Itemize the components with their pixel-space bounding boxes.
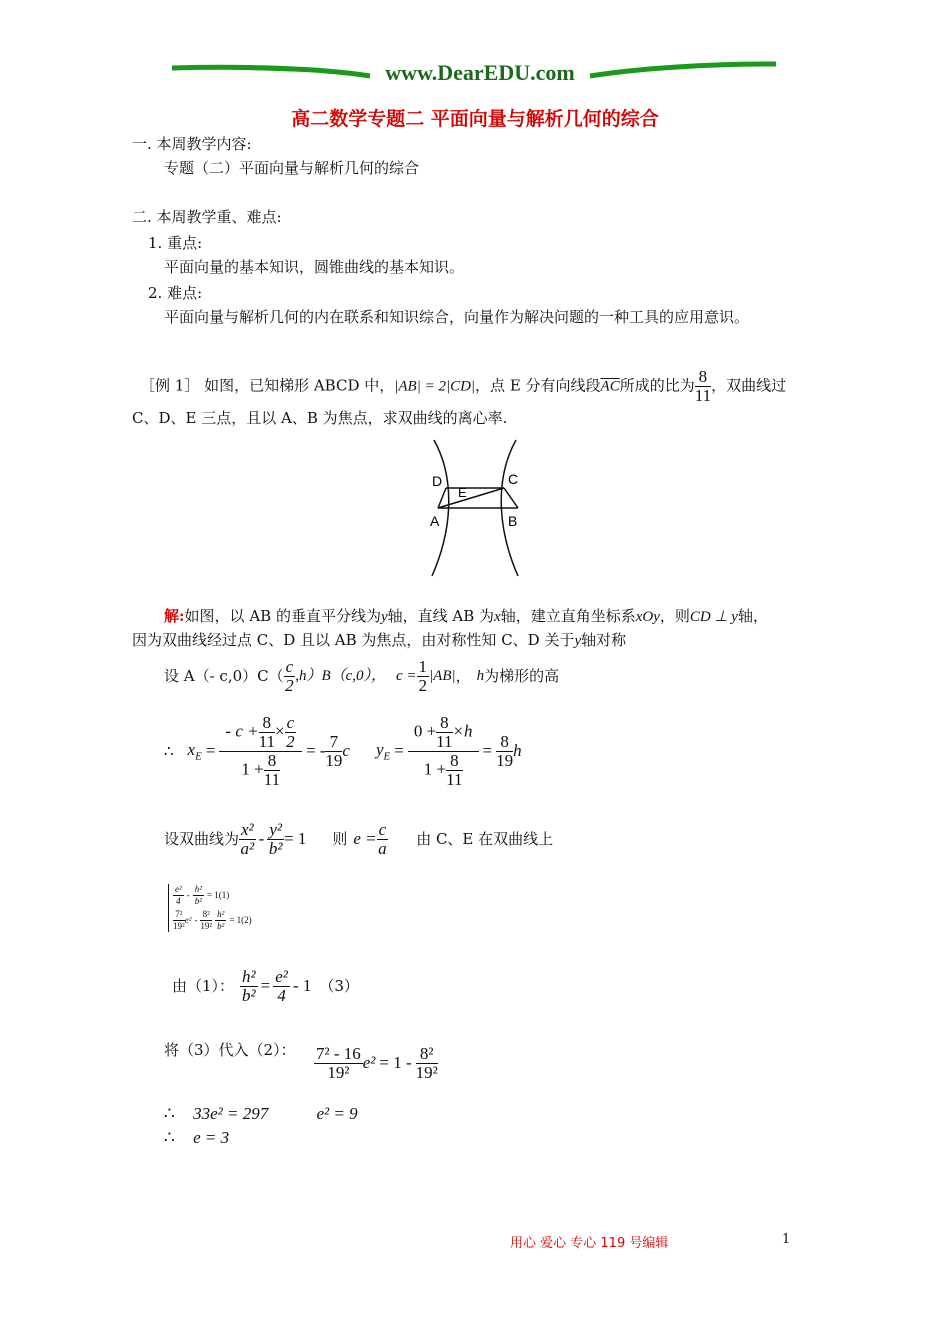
banner-right-swoosh xyxy=(590,64,776,76)
system-eq-1: $\frac{\text{e²}}{4}$ - $\frac{\text{h²}}{\text{b²}}$ = 1(1) xyxy=(175,884,230,906)
label-a: A xyxy=(430,513,440,529)
site-banner xyxy=(170,56,780,90)
substitute-label: 将（3）代入（2）： xyxy=(164,1041,296,1059)
ye-fraction: 0 + $\frac{8}{11}$ ×h 1 + $\frac{8}{11}$ xyxy=(408,714,479,789)
substitute-equation: $\frac{\text{7² - 16}}{\text{19²}}$ e² = 1 - $\frac{\text{8²}}{\text{19²}}$ xyxy=(316,1043,438,1082)
solution-label: 解: xyxy=(164,607,185,625)
section-1-heading: 一. 本周教学内容: xyxy=(132,135,252,153)
trapezoid-hyperbola-figure xyxy=(420,436,530,580)
banner-text: www.DearEDU.com xyxy=(385,60,575,85)
label-c: C xyxy=(508,471,519,487)
difficult-points-body: 平面向量与解析几何的内在联系和知识综合，向量作为解决问题的一种工具的应用意识。 xyxy=(164,308,750,326)
example-line-1: ［例 1］ 如图，已知梯形 ABCD 中，|AB| = 2|CD|，点 E 分有向线段$\overline{AC}$所成的比为 $\frac{8}{11}$ ，双曲线过 xyxy=(140,367,787,405)
result-line-1: ∴ 33e² = 297 e² = 9 xyxy=(164,1104,358,1123)
equation-system xyxy=(168,884,252,932)
result-line-2: ∴ e = 3 xyxy=(164,1128,230,1147)
solution-line-2: 因为双曲线经过点 C、D 且以 AB 为焦点，由对称性知 C、D 关于y轴对称 xyxy=(132,631,627,649)
ratio-fraction: $\frac{8}{11}$ xyxy=(694,367,712,405)
section-2-heading: 二. 本周教学重、难点: xyxy=(132,208,282,226)
section-1-body: 专题（二）平面向量与解析几何的综合 xyxy=(164,159,420,177)
key-points-body: 平面向量的基本知识，圆锥曲线的基本知识。 xyxy=(164,258,465,276)
segment-bc xyxy=(504,488,518,508)
page-number: 1 xyxy=(782,1232,791,1247)
page-title: 高二数学专题二 平面向量与解析几何的综合 xyxy=(291,108,659,130)
key-points-heading: 1. 重点: xyxy=(148,234,203,252)
label-d: D xyxy=(432,473,443,489)
footer-text: 用心 爱心 专心 119 号编辑 xyxy=(510,1236,669,1251)
xe-fraction: - c + $\frac{8}{11}$ × $\frac{c}{2}$ 1 + $\frac{8}{11}$ xyxy=(219,714,302,789)
example-line-2: C、D、E 三点，且以 A、B 为焦点，求双曲线的离心率. xyxy=(132,409,508,427)
label-e: E xyxy=(458,485,467,500)
solution-line-1: 解:如图，以 AB 的垂直平分线为y轴，直线 AB 为x轴，建立直角坐标系xOy，则CD ⊥ y轴， xyxy=(164,607,768,625)
segment-ad xyxy=(438,488,446,508)
xe-ye-equation: ∴ $x_E$ = - c + $\frac{8}{11}$ × $\frac{c}{2}$ 1 + $\frac{8}{11}$ = - $\frac{7}{19}$ c $y_E$ = 0 + $\frac{8}{11}$ ×h 1 + $\frac{8}{11}$ = $\frac{8}{19}$ h xyxy=(164,712,522,789)
difficult-points-heading: 2. 难点: xyxy=(148,284,203,302)
abs-equation: |AB| = 2|CD| xyxy=(394,378,476,395)
vector-ac: $\overline{AC}$ xyxy=(600,378,620,395)
hyperbola-equation-line: 设双曲线为 $\frac{\text{x²}}{\text{a²}}$ - $\frac{\text{y²}}{\text{b²}}$ = 1 则 e = $\frac{c}{a}$ 由 C、E 在双曲线上 xyxy=(164,819,554,858)
coordinates-line: 设 A（- c,0）C（ $\frac{c}{2}$ ,h）B（c,0）， c = $\frac{1}{2}$ |AB| ， h 为梯形的高 xyxy=(164,656,560,695)
from-eq-1-line: 由（1）： $\frac{\text{h²}}{\text{b²}}$ = $\frac{\text{e²}}{4}$ - 1 （3） xyxy=(172,966,359,1005)
label-b: B xyxy=(508,513,518,529)
system-eq-2: $\frac{\text{7²}}{\text{19²}}$ e² - $\frac{\text{8²}}{\text{19²}}$ $\frac{\text{h²}}{\text{b²}}$ = 1(2) xyxy=(173,909,252,931)
